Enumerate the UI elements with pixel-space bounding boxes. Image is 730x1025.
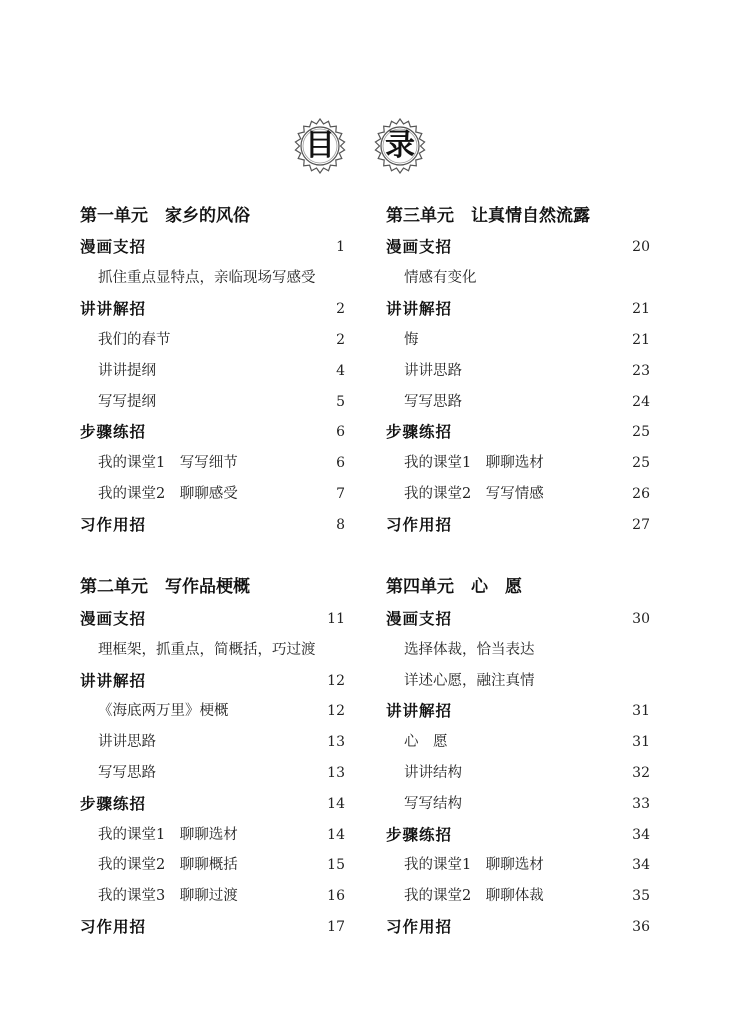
page-number: 34 xyxy=(632,857,650,874)
page-number: 2 xyxy=(336,300,345,317)
toc-entry-row[interactable] xyxy=(386,730,650,754)
page-number: 14 xyxy=(327,795,345,812)
page-number: 31 xyxy=(632,703,650,720)
page-number: 4 xyxy=(336,362,345,379)
toc-section-row[interactable] xyxy=(80,669,345,693)
section-label: 讲讲解招 xyxy=(80,671,147,690)
entry-label: 《海底两万里》梗概 xyxy=(98,703,229,720)
section-label: 步骤练招 xyxy=(80,423,147,442)
entry-label: 我的课堂2 聊聊概括 xyxy=(98,857,238,874)
section-label: 习作用招 xyxy=(80,918,147,936)
page-number: 32 xyxy=(632,765,650,781)
entry-label: 我的课堂2 写写情感 xyxy=(404,486,544,503)
title-badge-mu: 目 xyxy=(292,118,348,174)
unit-heading: 第三单元 让真情自然流露 xyxy=(386,206,590,226)
toc-entry-row[interactable] xyxy=(386,328,650,352)
entry-label: 我的课堂1 聊聊选材 xyxy=(404,857,544,874)
page-number: 16 xyxy=(327,888,345,905)
toc-section-row[interactable] xyxy=(386,915,650,939)
page-number: 21 xyxy=(632,300,650,317)
toc-entry-row[interactable] xyxy=(80,451,345,475)
section-label: 步骤练招 xyxy=(80,794,147,813)
toc-section-row[interactable] xyxy=(80,513,345,537)
toc-entry-row[interactable] xyxy=(386,482,650,506)
section-label: 步骤练招 xyxy=(386,423,453,442)
section-label: 步骤练招 xyxy=(386,825,453,844)
entry-label: 讲讲思路 xyxy=(404,362,462,379)
toc-entry-row[interactable] xyxy=(80,638,345,662)
toc-section-row[interactable] xyxy=(386,235,650,259)
page-title xyxy=(0,118,730,188)
toc-entry-row[interactable] xyxy=(80,699,345,723)
toc-entry-row[interactable] xyxy=(80,761,345,785)
toc-section-row[interactable] xyxy=(386,607,650,631)
page-number: 13 xyxy=(327,765,345,781)
section-label: 习作用招 xyxy=(386,918,453,936)
page-number: 15 xyxy=(327,857,345,874)
toc-section-row[interactable] xyxy=(80,792,345,816)
entry-label: 情感有变化 xyxy=(404,269,477,286)
entry-label: 写写结构 xyxy=(404,795,462,812)
unit-heading: 第二单元 写作品梗概 xyxy=(80,577,250,597)
section-label: 漫画支招 xyxy=(386,238,453,256)
toc-section-row[interactable] xyxy=(386,823,650,847)
page-number: 26 xyxy=(632,486,650,503)
entry-label: 我的课堂1 聊聊选材 xyxy=(404,455,544,472)
entry-label: 心 愿 xyxy=(404,734,448,751)
page-number: 14 xyxy=(327,826,345,843)
toc-entry-row[interactable] xyxy=(80,390,345,414)
toc-entry-row[interactable] xyxy=(386,669,650,693)
section-label: 讲讲解招 xyxy=(386,299,453,318)
toc-entry-row[interactable] xyxy=(80,328,345,352)
page-number: 6 xyxy=(336,424,345,441)
toc-entry-row[interactable] xyxy=(80,884,345,908)
entry-label: 我们的春节 xyxy=(98,331,171,348)
page-number: 12 xyxy=(327,672,345,689)
page-number: 20 xyxy=(632,239,650,255)
page-number: 25 xyxy=(632,424,650,441)
toc-section-row[interactable] xyxy=(386,513,650,537)
toc-entry-row[interactable] xyxy=(80,359,345,383)
page-number: 27 xyxy=(632,517,650,534)
entry-label: 悔 xyxy=(404,331,419,348)
entry-label: 写写思路 xyxy=(404,393,462,410)
toc-section-row[interactable] xyxy=(80,297,345,321)
page-number: 36 xyxy=(632,919,650,935)
entry-label: 我的课堂1 聊聊选材 xyxy=(98,826,238,843)
toc-entry-row[interactable] xyxy=(80,482,345,506)
page-number: 33 xyxy=(632,795,650,812)
toc-entry-row[interactable] xyxy=(386,638,650,662)
section-label: 漫画支招 xyxy=(80,610,147,628)
toc-entry-row[interactable] xyxy=(386,359,650,383)
page-number: 8 xyxy=(336,517,345,534)
page-number: 30 xyxy=(632,611,650,627)
toc-entry-row[interactable] xyxy=(80,823,345,847)
unit-heading: 第四单元 心 愿 xyxy=(386,577,522,597)
toc-entry-row[interactable] xyxy=(80,266,345,290)
toc-entry-row[interactable] xyxy=(386,266,650,290)
entry-label: 写写思路 xyxy=(98,765,156,781)
page-number: 34 xyxy=(632,826,650,843)
page-number: 6 xyxy=(336,455,345,472)
page-number: 11 xyxy=(327,611,345,627)
entry-label: 我的课堂1 写写细节 xyxy=(98,455,238,472)
entry-label: 讲讲结构 xyxy=(404,765,462,781)
section-label: 漫画支招 xyxy=(80,238,147,256)
page-number: 12 xyxy=(327,703,345,720)
toc-entry-row[interactable] xyxy=(386,390,650,414)
page-number: 17 xyxy=(327,919,345,935)
page-number: 1 xyxy=(336,239,345,255)
section-label: 漫画支招 xyxy=(386,610,453,628)
toc-entry-row[interactable] xyxy=(386,884,650,908)
toc-section-row[interactable] xyxy=(386,297,650,321)
toc-entry-row[interactable] xyxy=(386,792,650,816)
entry-label: 写写提纲 xyxy=(98,393,156,410)
page-number: 13 xyxy=(327,734,345,751)
page-number: 7 xyxy=(336,486,345,503)
entry-label: 我的课堂2 聊聊感受 xyxy=(98,486,238,503)
toc-entry-row[interactable] xyxy=(80,730,345,754)
entry-label: 我的课堂3 聊聊过渡 xyxy=(98,888,238,905)
page-number: 24 xyxy=(632,393,650,410)
toc-entry-row[interactable] xyxy=(386,853,650,877)
entry-label: 选择体裁，恰当表达 xyxy=(404,641,535,658)
entry-label: 理框架，抓重点，简概括，巧过渡 xyxy=(98,641,316,658)
entry-label: 讲讲提纲 xyxy=(98,362,156,379)
page-number: 21 xyxy=(632,331,650,348)
toc-entry-row[interactable] xyxy=(386,451,650,475)
unit-heading: 第一单元 家乡的风俗 xyxy=(80,206,250,226)
toc-section-row[interactable] xyxy=(80,235,345,259)
page-number: 31 xyxy=(632,734,650,751)
title-badge-lu: 录 xyxy=(372,118,428,174)
page-number: 5 xyxy=(336,393,345,410)
section-label: 讲讲解招 xyxy=(80,299,147,318)
page-number: 35 xyxy=(632,888,650,905)
page-number: 25 xyxy=(632,455,650,472)
toc-section-row[interactable] xyxy=(386,420,650,444)
section-label: 习作用招 xyxy=(80,516,147,535)
toc-section-row[interactable] xyxy=(80,420,345,444)
page-number: 23 xyxy=(632,362,650,379)
toc-section-row[interactable] xyxy=(80,607,345,631)
page-number: 2 xyxy=(336,331,345,348)
section-label: 习作用招 xyxy=(386,516,453,535)
toc-entry-row[interactable] xyxy=(386,761,650,785)
toc-entry-row[interactable] xyxy=(80,853,345,877)
entry-label: 我的课堂2 聊聊体裁 xyxy=(404,888,544,905)
toc-section-row[interactable] xyxy=(80,915,345,939)
entry-label: 详述心愿，融注真情 xyxy=(404,672,535,689)
entry-label: 讲讲思路 xyxy=(98,734,156,751)
section-label: 讲讲解招 xyxy=(386,702,453,721)
toc-section-row[interactable] xyxy=(386,699,650,723)
entry-label: 抓住重点显特点，亲临现场写感受 xyxy=(98,269,316,286)
